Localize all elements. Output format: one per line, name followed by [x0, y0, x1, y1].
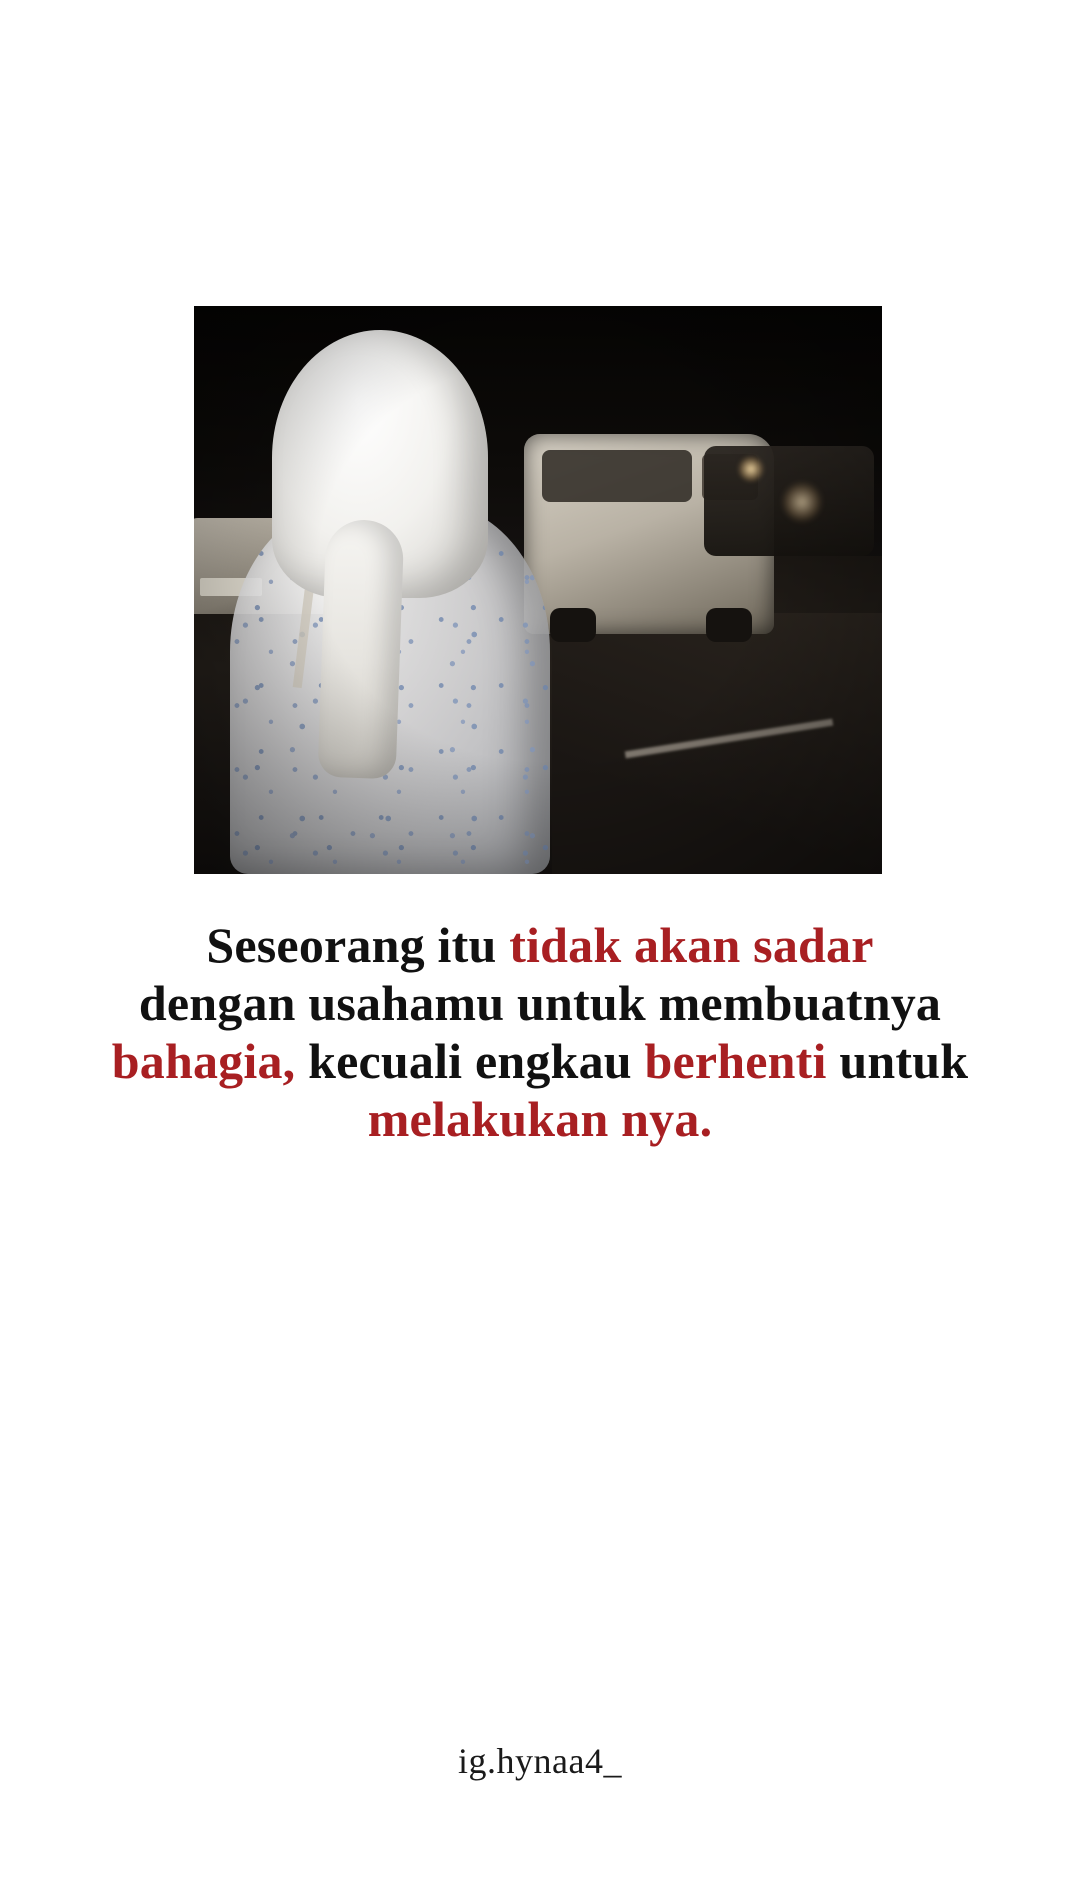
quote-line-4: [90, 1090, 990, 1148]
quote-segment-highlight: tidak akan sadar: [509, 917, 874, 973]
street-light-glow: [738, 456, 764, 482]
quote-segment: dengan usahamu untuk membuatnya: [138, 975, 942, 1031]
quote-segment-highlight: melakukan nya.: [367, 1091, 713, 1147]
quote-text: [90, 916, 990, 1148]
quote-segment-highlight: berhenti: [644, 1033, 827, 1089]
quote-line-3: [90, 1032, 990, 1090]
quote-segment-highlight: bahagia,: [111, 1033, 296, 1089]
quote-segment: Seseorang itu: [206, 917, 510, 973]
van-wheel-left: [550, 608, 596, 642]
street-light-glow-secondary: [782, 482, 822, 522]
van-wheel-right: [706, 608, 752, 642]
hijab-tail: [318, 519, 405, 780]
quote-segment: untuk: [826, 1033, 969, 1089]
photo-frame: [194, 306, 882, 874]
author-handle: ig.hynaa4_: [458, 1741, 622, 1781]
quote-line-2: [90, 974, 990, 1032]
night-street-photo: [194, 306, 882, 874]
quote-segment: kecuali engkau: [295, 1033, 645, 1089]
quote-line-1: [90, 916, 990, 974]
van-window-front: [542, 450, 692, 502]
